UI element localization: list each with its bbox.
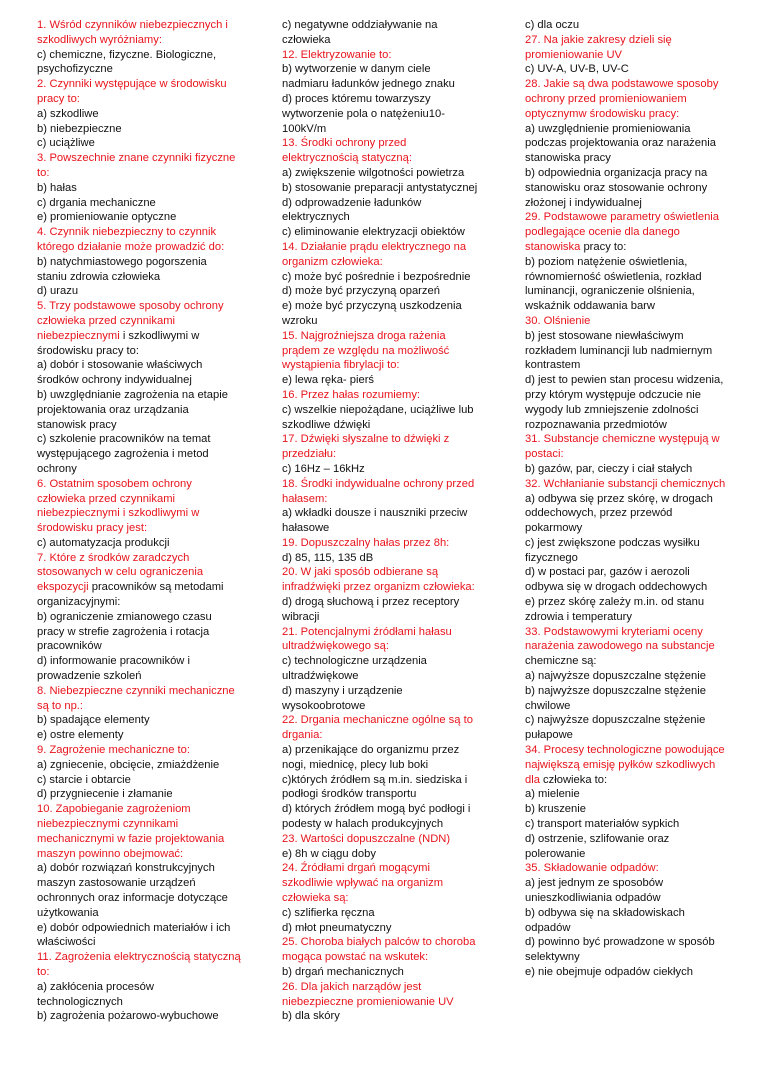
answer-line: stanowisk pracy [37, 418, 117, 431]
answer-line: chwilowe [525, 699, 571, 712]
question-line: 29. Podstawowe parametry oświetlenia [525, 211, 720, 224]
answer-line: przy którym występuje odczucie nie [525, 388, 701, 401]
question-line: 23. Wartości dopuszczalne (NDN) [282, 832, 451, 845]
question-line: 31. Substancje chemiczne występują w [525, 433, 720, 446]
question-line: człowieka są: [282, 892, 349, 905]
answer-line: d) ostrzenie, szlifowanie oraz [525, 832, 670, 845]
answer-line: d) powinno być prowadzone w sposób [525, 936, 715, 949]
answer-line: d) przygniecenie i złamanie [37, 788, 173, 801]
question-line: hałasem: [282, 492, 328, 505]
answer-line: a) jest jednym ze sposobów [525, 877, 664, 890]
question-line: środowisku pracy jest: [37, 522, 148, 535]
answer-line: zdrowia i temperatury [525, 610, 632, 623]
answer-line: c) szkolenie pracowników na temat [37, 433, 211, 446]
answer-line: ochronnych oraz informacje dotyczące [37, 892, 228, 905]
question-line: 26. Dla jakich narządów jest [282, 980, 422, 993]
question-line: organizm człowieka: [282, 255, 383, 268]
answer-line: c)których źródłem są m.in. siedziska i [282, 773, 468, 786]
answer-line: b) kruszenie [525, 803, 586, 816]
column-1 [37, 18, 249, 1024]
answer-line: występującego zagrożenia i metod [37, 448, 209, 461]
question-line: mogąca powstać na wskutek: [282, 951, 429, 964]
question-line: 33. Podstawowymi kryteriami oceny [525, 625, 703, 638]
answer-line: unieszkodliwiania odpadów [525, 892, 661, 905]
question-line: to: [37, 166, 50, 179]
answer-line: równomierność oświetlenia, rozkład [525, 270, 702, 283]
question-line: promieniowanie UV [525, 48, 623, 61]
answer-line: e) lewa ręka- pierś [282, 374, 375, 387]
mixed-text-line [525, 773, 737, 788]
question-line: 14. Działanie prądu elektrycznego na [282, 240, 467, 253]
answer-line: ochrony [37, 462, 77, 475]
answer-line: wysokoobrotowe [282, 699, 366, 712]
question-line: mechanicznymi w fazie projektowania [37, 832, 225, 845]
question-line: 3. Powszechnie znane czynniki fizyczne [37, 152, 236, 165]
answer-line: psychofizyczne [37, 63, 113, 76]
answer-line: a) zakłócenia procesów [37, 980, 154, 993]
answer-line: b) uwzględnianie zagrożenia na etapie [37, 388, 228, 401]
answer-line: c) UV-A, UV-B, UV-C [525, 63, 629, 76]
answer-line: c) transport materiałów sypkich [525, 818, 680, 831]
answer-line: wibracji [282, 610, 320, 623]
answer-line: wytworzenie pola o natężeniu10- [282, 107, 445, 120]
answer-line: d) informowanie pracowników i [37, 655, 190, 668]
answer-line: c) najwyższe dopuszczalne stężenie [525, 714, 706, 727]
answer-line: d) odprowadzenie ładunków [282, 196, 422, 209]
answer-line: d) proces któremu towarzyszy [282, 92, 431, 105]
answer-line: b) gazów, par, cieczy i ciał stałych [525, 462, 693, 475]
answer-line: staniu zdrowia człowieka [37, 270, 161, 283]
answer-text-fragment: pracy to: [580, 240, 627, 253]
answer-line: a) szkodliwe [37, 107, 99, 120]
question-line: stosowanych w celu ograniczenia [37, 566, 204, 579]
question-line: 10. Zapobieganie zagrożeniom [37, 803, 191, 816]
answer-line: d) drogą słuchową i przez receptory [282, 596, 460, 609]
mixed-text-line [525, 240, 737, 255]
answer-line: d) urazu [37, 285, 79, 298]
answer-line: wzroku [282, 314, 318, 327]
answer-line: e) może być przyczyną uszkodzenia [282, 300, 462, 313]
answer-line: d) maszyny i urządzenie [282, 684, 403, 697]
answer-line: pracy w strefie zagrożenia i rotacja [37, 625, 210, 638]
answer-line: rozpoznawania przedmiotów [525, 418, 667, 431]
answer-line: d) 85, 115, 135 dB [282, 551, 374, 564]
answer-line: b) ograniczenie zmianowego czasu [37, 610, 212, 623]
answer-line: kontrastem [525, 359, 581, 372]
answer-line: b) zagrożenia pożarowo-wybuchowe [37, 1010, 219, 1023]
question-line: którego działanie może prowadzić do: [37, 240, 225, 253]
answer-line: stanowiska pracy [525, 152, 611, 165]
question-line: wystąpienia fibrylacji to: [282, 359, 400, 372]
answer-line: e) przez skórę zależy m.in. od stanu [525, 596, 705, 609]
answer-line: b) spadające elementy [37, 714, 150, 727]
answer-line: pracowników [37, 640, 102, 653]
answer-line: b) odbywa się na składowiskach [525, 906, 685, 919]
question-line: 1. Wśród czynników niebezpiecznych i [37, 19, 228, 31]
question-text-fragment: dla [525, 773, 540, 786]
answer-line: środków ochrony indywidualnej [37, 374, 192, 387]
answer-line: odbywa się w drogach oddechowych [525, 581, 708, 594]
question-line: szkodliwych wyróżniamy: [37, 33, 162, 46]
answer-line: b) wytworzenie w danym ciele [282, 63, 431, 76]
question-line: 19. Dopuszczalny hałas przez 8h: [282, 536, 450, 549]
answer-line: nadmiaru ładunków jednego znaku [282, 78, 455, 91]
question-line: największą emisję pyłków szkodliwych [525, 758, 716, 771]
answer-line: a) najwyższe dopuszczalne stężenie [525, 670, 706, 683]
question-line: pracy to: [37, 92, 80, 105]
question-line: 30. Olśnienie [525, 314, 591, 327]
column-3 [525, 18, 737, 980]
answer-line: b) hałas [37, 181, 77, 194]
question-line: ultradźwiękowego są: [282, 640, 389, 653]
question-line: narażenia zawodowego na substancje [525, 640, 715, 653]
question-line: 16. Przez hałas rozumiemy: [282, 388, 421, 401]
question-line: 21. Potencjalnymi źródłami hałasu [282, 625, 452, 638]
question-line: są to np.: [37, 699, 84, 712]
question-line: przedziału: [282, 448, 337, 461]
answer-line: pokarmowy [525, 522, 583, 535]
answer-line: c) wszelkie niepożądane, uciążliwe lub [282, 403, 474, 416]
answer-line: b) najwyższe dopuszczalne stężenie [525, 684, 706, 697]
answer-line: technologicznych [37, 995, 123, 1008]
mixed-text-line [37, 329, 249, 344]
answer-line: a) zgniecenie, obcięcie, zmiażdżenie [37, 758, 220, 771]
question-line: 6. Ostatnim sposobem ochrony [37, 477, 192, 490]
answer-line: oddechowych, przez przewód [525, 507, 673, 520]
answer-line: podesty w halach produkcyjnych [282, 818, 444, 831]
answer-line: e) nie obejmuje odpadów ciekłych [525, 966, 693, 978]
question-line: prądem ze względu na możliwość [282, 344, 450, 357]
answer-line: selektywny [525, 951, 580, 964]
answer-line: maszyn zastosowanie urządzeń [37, 877, 196, 890]
question-line: szkodliwie wpływać na organizm [282, 877, 444, 890]
question-line: drgania: [282, 729, 323, 742]
answer-line: użytkowania [37, 906, 99, 919]
answer-text-fragment: człowieka to: [539, 773, 608, 786]
answer-line: c) jest zwiększone podczas wysiłku [525, 536, 700, 549]
answer-line: a) przenikające do organizmu przez [282, 744, 460, 757]
answer-line: c) automatyzacja produkcji [37, 536, 170, 549]
question-line: ochrony przed promieniowaniem [525, 92, 687, 105]
answer-line: środowisku pracy to: [37, 344, 139, 357]
answer-line: c) 16Hz – 16kHz [282, 462, 365, 475]
answer-line: d) młot pneumatyczny [282, 921, 392, 934]
question-line: niebezpiecznymi i szkodliwymi w [37, 507, 200, 520]
question-text-fragment: stanowiska [525, 240, 581, 253]
answer-text-fragment: pracowników są metodami [88, 581, 224, 594]
answer-line: b) odpowiednia organizacja pracy na [525, 166, 708, 179]
answer-line: hałasowe [282, 522, 330, 535]
question-line: 27. Na jakie zakresy dzieli się [525, 33, 672, 46]
answer-line: podczas projektowania oraz narażenia [525, 137, 716, 150]
answer-line: organizacyjnymi: [37, 596, 121, 609]
question-line: człowieka przed czynnikami [37, 492, 176, 505]
question-line: 22. Drgania mechaniczne ogólne są to [282, 714, 473, 727]
answer-line: d) może być przyczyną oparzeń [282, 285, 440, 298]
answer-line: a) uwzględnienie promieniowania [525, 122, 691, 135]
answer-line: c) szlifierka ręczna [282, 906, 375, 919]
answer-line: odpadów [525, 921, 571, 934]
answer-line: a) wkładki dousze i nauszniki przeciw [282, 507, 468, 520]
question-line: elektrycznością statyczną: [282, 152, 412, 165]
question-line: 12. Elektryzowanie to: [282, 48, 392, 61]
answer-line: b) niebezpieczne [37, 122, 122, 135]
answer-line: c) uciążliwe [37, 137, 95, 150]
answer-line: wygody lub zmniejszenie zdolności [525, 403, 699, 416]
answer-line: polerowanie [525, 847, 586, 860]
question-line: człowieka przed czynnikami [37, 314, 176, 327]
question-line: 34. Procesy technologiczne powodujące [525, 744, 725, 757]
question-line: 18. Środki indywidualne ochrony przed [282, 477, 475, 490]
question-line: 9. Zagrożenie mechaniczne to: [37, 744, 190, 757]
question-line: 4. Czynnik niebezpieczny to czynnik [37, 226, 217, 239]
answer-line: e) 8h w ciągu doby [282, 847, 376, 860]
question-line: 11. Zagrożenia elektrycznością statyczną [37, 951, 241, 964]
answer-line: chemiczne są: [525, 655, 597, 668]
question-line: 13. Środki ochrony przed [282, 137, 407, 150]
question-line: 17. Dźwięki słyszalne to dźwięki z [282, 433, 450, 446]
question-line: optycznymw środowisku pracy: [525, 107, 680, 120]
answer-line: b) jest stosowane niewłaściwym [525, 329, 684, 342]
question-line: to: [37, 966, 50, 978]
answer-line: d) jest to pewien stan procesu widzenia, [525, 374, 724, 387]
answer-line: pułapowe [525, 729, 573, 742]
answer-line: b) drgań mechanicznych [282, 966, 404, 978]
question-line: niebezpiecznymi czynnikami [37, 818, 179, 831]
answer-line: c) drgania mechaniczne [37, 196, 156, 209]
question-line: postaci: [525, 448, 564, 461]
answer-line: e) ostre elementy [37, 729, 124, 742]
answer-line: b) stosowanie preparacji antystatycznej [282, 181, 478, 194]
answer-line: a) mielenie [525, 788, 580, 801]
answer-text-fragment: i szkodliwymi w [119, 329, 200, 342]
answer-line: prowadzenie szkoleń [37, 670, 142, 683]
answer-line: c) chemiczne, fizyczne. Biologiczne, [37, 48, 217, 61]
answer-line: a) dobór i stosowanie właściwych [37, 359, 203, 372]
answer-line: a) dobór rozwiązań konstrukcyjnych [37, 862, 215, 875]
question-text-fragment: ekspozycji [37, 581, 89, 594]
column-2 [282, 18, 492, 1024]
question-line: 24. Źródłami drgań mogącymi [282, 862, 430, 875]
answer-line: e) promieniowanie optyczne [37, 211, 177, 224]
answer-line: a) odbywa się przez skórę, w drogach [525, 492, 713, 505]
answer-line: c) może być pośrednie i bezpośrednie [282, 270, 471, 283]
question-line: 15. Najgroźniejsza droga rażenia [282, 329, 446, 342]
question-line: 28. Jakie są dwa podstawowe sposoby [525, 78, 719, 91]
answer-line: nogi, miednicę, plecy lub boki [282, 758, 429, 771]
question-text-fragment: niebezpiecznymi [37, 329, 120, 342]
question-line: niebezpieczne promieniowanie UV [282, 995, 454, 1008]
answer-line: elektrycznych [282, 211, 350, 224]
question-line: 2. Czynniki występujące w środowisku [37, 78, 227, 91]
answer-line: rozkładem luminancji lub nadmiernym [525, 344, 713, 357]
question-line: maszyn powinno obejmować: [37, 847, 184, 860]
answer-line: c) negatywne oddziaływanie na [282, 19, 438, 31]
answer-line: wskaźnik oddawania barw [525, 300, 655, 313]
answer-line: projektowania oraz urządzania [37, 403, 189, 416]
answer-line: c) starcie i obtarcie [37, 773, 131, 786]
answer-line: ultradźwiękowe [282, 670, 359, 683]
answer-line: właściwości [37, 936, 96, 949]
answer-line: c) dla oczu [525, 19, 580, 31]
question-line: 20. W jaki sposób odbierane są [282, 566, 439, 579]
answer-line: d) których źródłem mogą być podłogi i [282, 803, 471, 816]
answer-line: b) poziom natężenie oświetlenia, [525, 255, 688, 268]
question-line: 8. Niebezpieczne czynniki mechaniczne [37, 684, 235, 697]
mixed-text-line [37, 580, 249, 595]
answer-line: a) zwiększenie wilgotności powietrza [282, 166, 465, 179]
answer-line: 100kV/m [282, 122, 327, 135]
answer-line: e) dobór odpowiednich materiałów i ich [37, 921, 231, 934]
answer-line: b) natychmiastowego pogorszenia [37, 255, 207, 268]
question-line: 5. Trzy podstawowe sposoby ochrony [37, 300, 224, 313]
question-line: 32. Wchłanianie substancji chemicznych [525, 477, 726, 490]
answer-line: fizycznego [525, 551, 578, 564]
question-line: podlegające ocenie dla danego [525, 226, 680, 239]
answer-line: człowieka [282, 33, 331, 46]
question-line: 7. Które z środków zaradczych [37, 551, 190, 564]
answer-line: podłogi środków transportu [282, 788, 417, 801]
answer-line: b) dla skóry [282, 1010, 340, 1023]
answer-line: luminancji, ograniczenie olśnienia, [525, 285, 695, 298]
question-line: 35. Składowanie odpadów: [525, 862, 659, 875]
question-line: 25. Choroba białych palców to choroba [282, 936, 476, 949]
question-line: infradźwięki przez organizm człowieka: [282, 581, 475, 594]
answer-line: d) w postaci par, gazów i aerozoli [525, 566, 690, 579]
answer-line: c) eliminowanie elektryzacji obiektów [282, 226, 465, 239]
answer-line: złożonej i indywidualnej [525, 196, 642, 209]
answer-line: c) technologiczne urządzenia [282, 655, 427, 668]
answer-line: szkodliwe dźwięki [282, 418, 371, 431]
answer-line: stanowisku oraz stosowanie ochrony [525, 181, 708, 194]
